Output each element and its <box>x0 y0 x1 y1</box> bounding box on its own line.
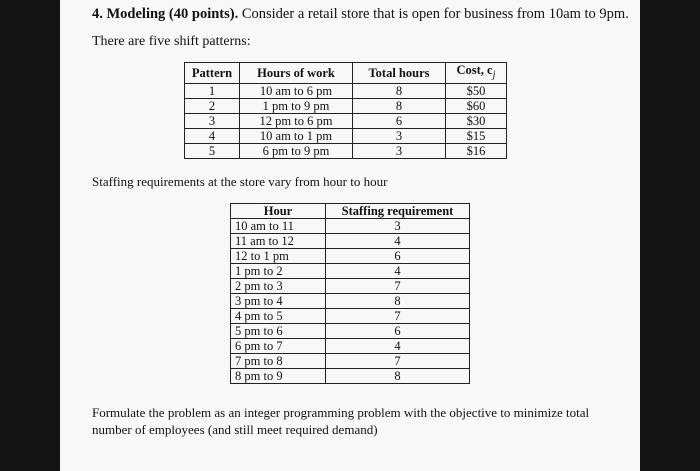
cell-pattern: 2 <box>185 98 240 113</box>
cell-staffing-requirement: 6 <box>326 249 470 264</box>
cell-hour: 6 pm to 7 <box>231 339 326 354</box>
cell-hour: 8 pm to 9 <box>231 369 326 384</box>
cell-hour: 1 pm to 2 <box>231 264 326 279</box>
cell-total-hours: 3 <box>353 128 446 143</box>
header-cost-subscript: j <box>492 69 496 81</box>
table-header-row <box>185 63 507 84</box>
cell-cost: $50 <box>446 83 507 98</box>
cell-staffing-requirement: 4 <box>326 264 470 279</box>
table-row <box>231 219 470 234</box>
cell-hour: 7 pm to 8 <box>231 354 326 369</box>
right-dark-border <box>640 0 700 471</box>
cell-staffing-requirement: 8 <box>326 369 470 384</box>
cell-hour: 12 to 1 pm <box>231 249 326 264</box>
cell-hours: 10 am to 1 pm <box>240 128 353 143</box>
header-hour: Hour <box>231 204 326 219</box>
table-row <box>185 128 507 143</box>
table-row <box>231 249 470 264</box>
cell-pattern: 3 <box>185 113 240 128</box>
cell-hour: 2 pm to 3 <box>231 279 326 294</box>
cell-hour: 11 am to 12 <box>231 234 326 249</box>
header-total-hours: Total hours <box>353 63 446 84</box>
shift-pattern-table <box>184 62 507 159</box>
header-cost-label: Cost, c <box>456 63 493 77</box>
table-row <box>185 83 507 98</box>
header-staffing-requirement: Staffing requirement <box>326 204 470 219</box>
cell-hours: 10 am to 6 pm <box>240 83 353 98</box>
table-row <box>231 279 470 294</box>
cell-cost: $30 <box>446 113 507 128</box>
cell-staffing-requirement: 7 <box>326 354 470 369</box>
cell-total-hours: 6 <box>353 113 446 128</box>
cell-staffing-requirement: 4 <box>326 234 470 249</box>
staffing-table <box>230 203 470 384</box>
cell-hour: 3 pm to 4 <box>231 294 326 309</box>
cell-staffing-requirement: 7 <box>326 279 470 294</box>
table-row <box>185 143 507 158</box>
left-dark-border <box>0 0 60 471</box>
table-row <box>231 369 470 384</box>
cell-hour: 10 am to 11 <box>231 219 326 234</box>
table-row <box>231 309 470 324</box>
cell-total-hours: 8 <box>353 98 446 113</box>
cell-cost: $60 <box>446 98 507 113</box>
shift-intro: There are five shift patterns: <box>92 34 251 49</box>
document-page <box>60 0 640 471</box>
cell-staffing-requirement: 3 <box>326 219 470 234</box>
table-row <box>231 339 470 354</box>
question-text: Consider a retail store that is open for business from 10am to 9pm. <box>238 6 629 22</box>
cell-staffing-requirement: 8 <box>326 294 470 309</box>
cell-staffing-requirement: 4 <box>326 339 470 354</box>
table-header-row <box>231 204 470 219</box>
cell-staffing-requirement: 6 <box>326 324 470 339</box>
table-row <box>231 234 470 249</box>
table-row <box>231 354 470 369</box>
staffing-intro: Staffing requirements at the store vary from hour to hour <box>92 174 388 189</box>
cell-total-hours: 8 <box>353 83 446 98</box>
table-row <box>231 324 470 339</box>
table-row <box>231 294 470 309</box>
cell-pattern: 1 <box>185 83 240 98</box>
cell-pattern: 5 <box>185 143 240 158</box>
formulate-instruction: Formulate the problem as an integer programming problem with the objective to minimize total number of employees (and still meet required demand) <box>92 405 590 437</box>
header-pattern: Pattern <box>185 63 240 84</box>
cell-hours: 6 pm to 9 pm <box>240 143 353 158</box>
cell-cost: $15 <box>446 128 507 143</box>
cell-staffing-requirement: 7 <box>326 309 470 324</box>
header-hours: Hours of work <box>240 63 353 84</box>
cell-pattern: 4 <box>185 128 240 143</box>
cell-hours: 1 pm to 9 pm <box>240 98 353 113</box>
question-number-title: 4. Modeling (40 points). <box>92 6 239 22</box>
cell-total-hours: 3 <box>353 143 446 158</box>
cell-cost: $16 <box>446 143 507 158</box>
table-row <box>185 113 507 128</box>
header-cost <box>446 63 507 84</box>
table-row <box>185 98 507 113</box>
cell-hour: 5 pm to 6 <box>231 324 326 339</box>
table-row <box>231 264 470 279</box>
question-title <box>92 6 629 23</box>
cell-hour: 4 pm to 5 <box>231 309 326 324</box>
cell-hours: 12 pm to 6 pm <box>240 113 353 128</box>
